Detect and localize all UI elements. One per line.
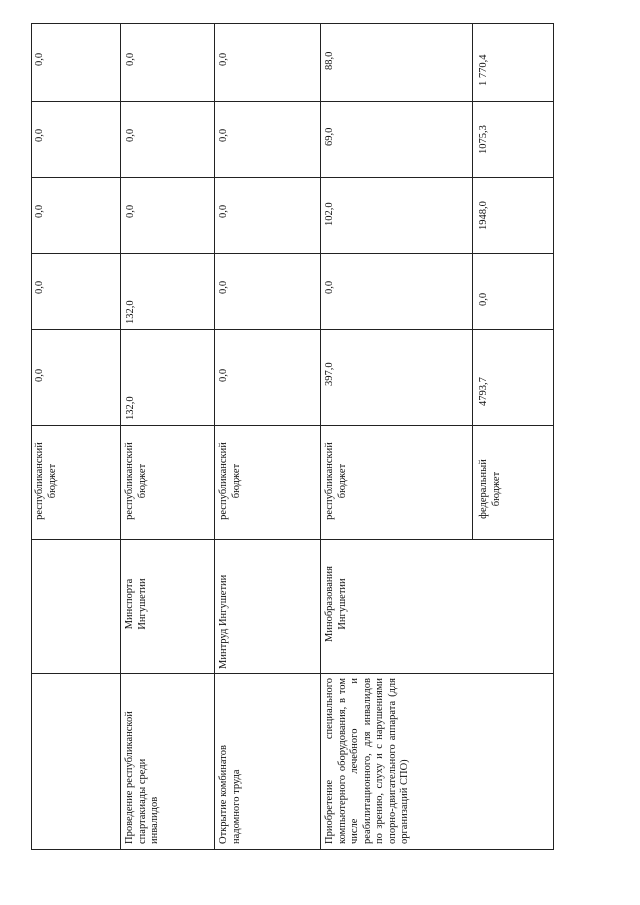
executor-cell: Минспорта Ингушетии bbox=[124, 578, 148, 630]
value-cell: 0,0 bbox=[34, 280, 45, 294]
value-cell: 1 770,4 bbox=[478, 54, 489, 86]
value-cell: 0,0 bbox=[218, 128, 229, 142]
value-cell: 0,0 bbox=[34, 52, 45, 66]
row-divider bbox=[320, 24, 321, 849]
value-cell: 0,0 bbox=[125, 52, 136, 66]
value-cell: 1075,3 bbox=[478, 125, 489, 154]
activity-name-cell: Приобретение специального компьютерного оборудования, в том числе лечебного и реабилитационного, для инвалидов по зрению, слуху и с нарушениями опорно-двигательного аппарата (для организаций СПО) bbox=[324, 678, 410, 844]
budget-source-cell: республиканский бюджет bbox=[34, 442, 58, 520]
value-cell: 0,0 bbox=[34, 204, 45, 218]
value-cell: 0,0 bbox=[478, 292, 489, 306]
value-cell: 132,0 bbox=[125, 300, 136, 324]
budget-source-cell: республиканский бюджет bbox=[124, 442, 148, 520]
value-cell: 0,0 bbox=[125, 128, 136, 142]
value-cell: 0,0 bbox=[34, 368, 45, 382]
value-cell: 4793,7 bbox=[478, 377, 489, 406]
activity-name-cell: Проведение республиканской спартакиады среди инвалидов bbox=[124, 711, 160, 844]
value-cell: 102,0 bbox=[324, 202, 335, 226]
field-divider bbox=[32, 329, 553, 330]
budget-source-cell: республиканский бюджет bbox=[218, 442, 242, 520]
value-cell: 0,0 bbox=[218, 204, 229, 218]
field-divider bbox=[32, 425, 553, 426]
activity-name-cell: Открытие комбинатов надомного труда bbox=[218, 745, 242, 844]
field-divider bbox=[32, 673, 553, 674]
field-divider bbox=[32, 101, 553, 102]
value-cell: 0,0 bbox=[218, 280, 229, 294]
value-cell: 1948,0 bbox=[478, 201, 489, 230]
budget-source-cell: федеральный бюджет bbox=[478, 459, 502, 519]
field-divider bbox=[32, 539, 553, 540]
budget-table bbox=[31, 23, 554, 850]
value-cell: 0,0 bbox=[324, 280, 335, 294]
value-cell: 0,0 bbox=[125, 204, 136, 218]
value-cell: 0,0 bbox=[218, 52, 229, 66]
value-cell: 0,0 bbox=[34, 128, 45, 142]
value-cell: 0,0 bbox=[218, 368, 229, 382]
executor-cell: Минобразования Ингушетии bbox=[324, 566, 348, 642]
field-divider bbox=[32, 253, 553, 254]
value-cell: 397,0 bbox=[324, 362, 335, 386]
row-divider bbox=[214, 24, 215, 849]
value-cell: 69,0 bbox=[324, 127, 335, 146]
budget-source-cell: республиканский бюджет bbox=[324, 442, 348, 520]
field-divider bbox=[32, 177, 553, 178]
executor-cell: Минтруд Ингушетии bbox=[218, 574, 229, 669]
value-cell: 132,0 bbox=[125, 396, 136, 420]
row-divider bbox=[120, 24, 121, 849]
value-cell: 88,0 bbox=[324, 51, 335, 70]
